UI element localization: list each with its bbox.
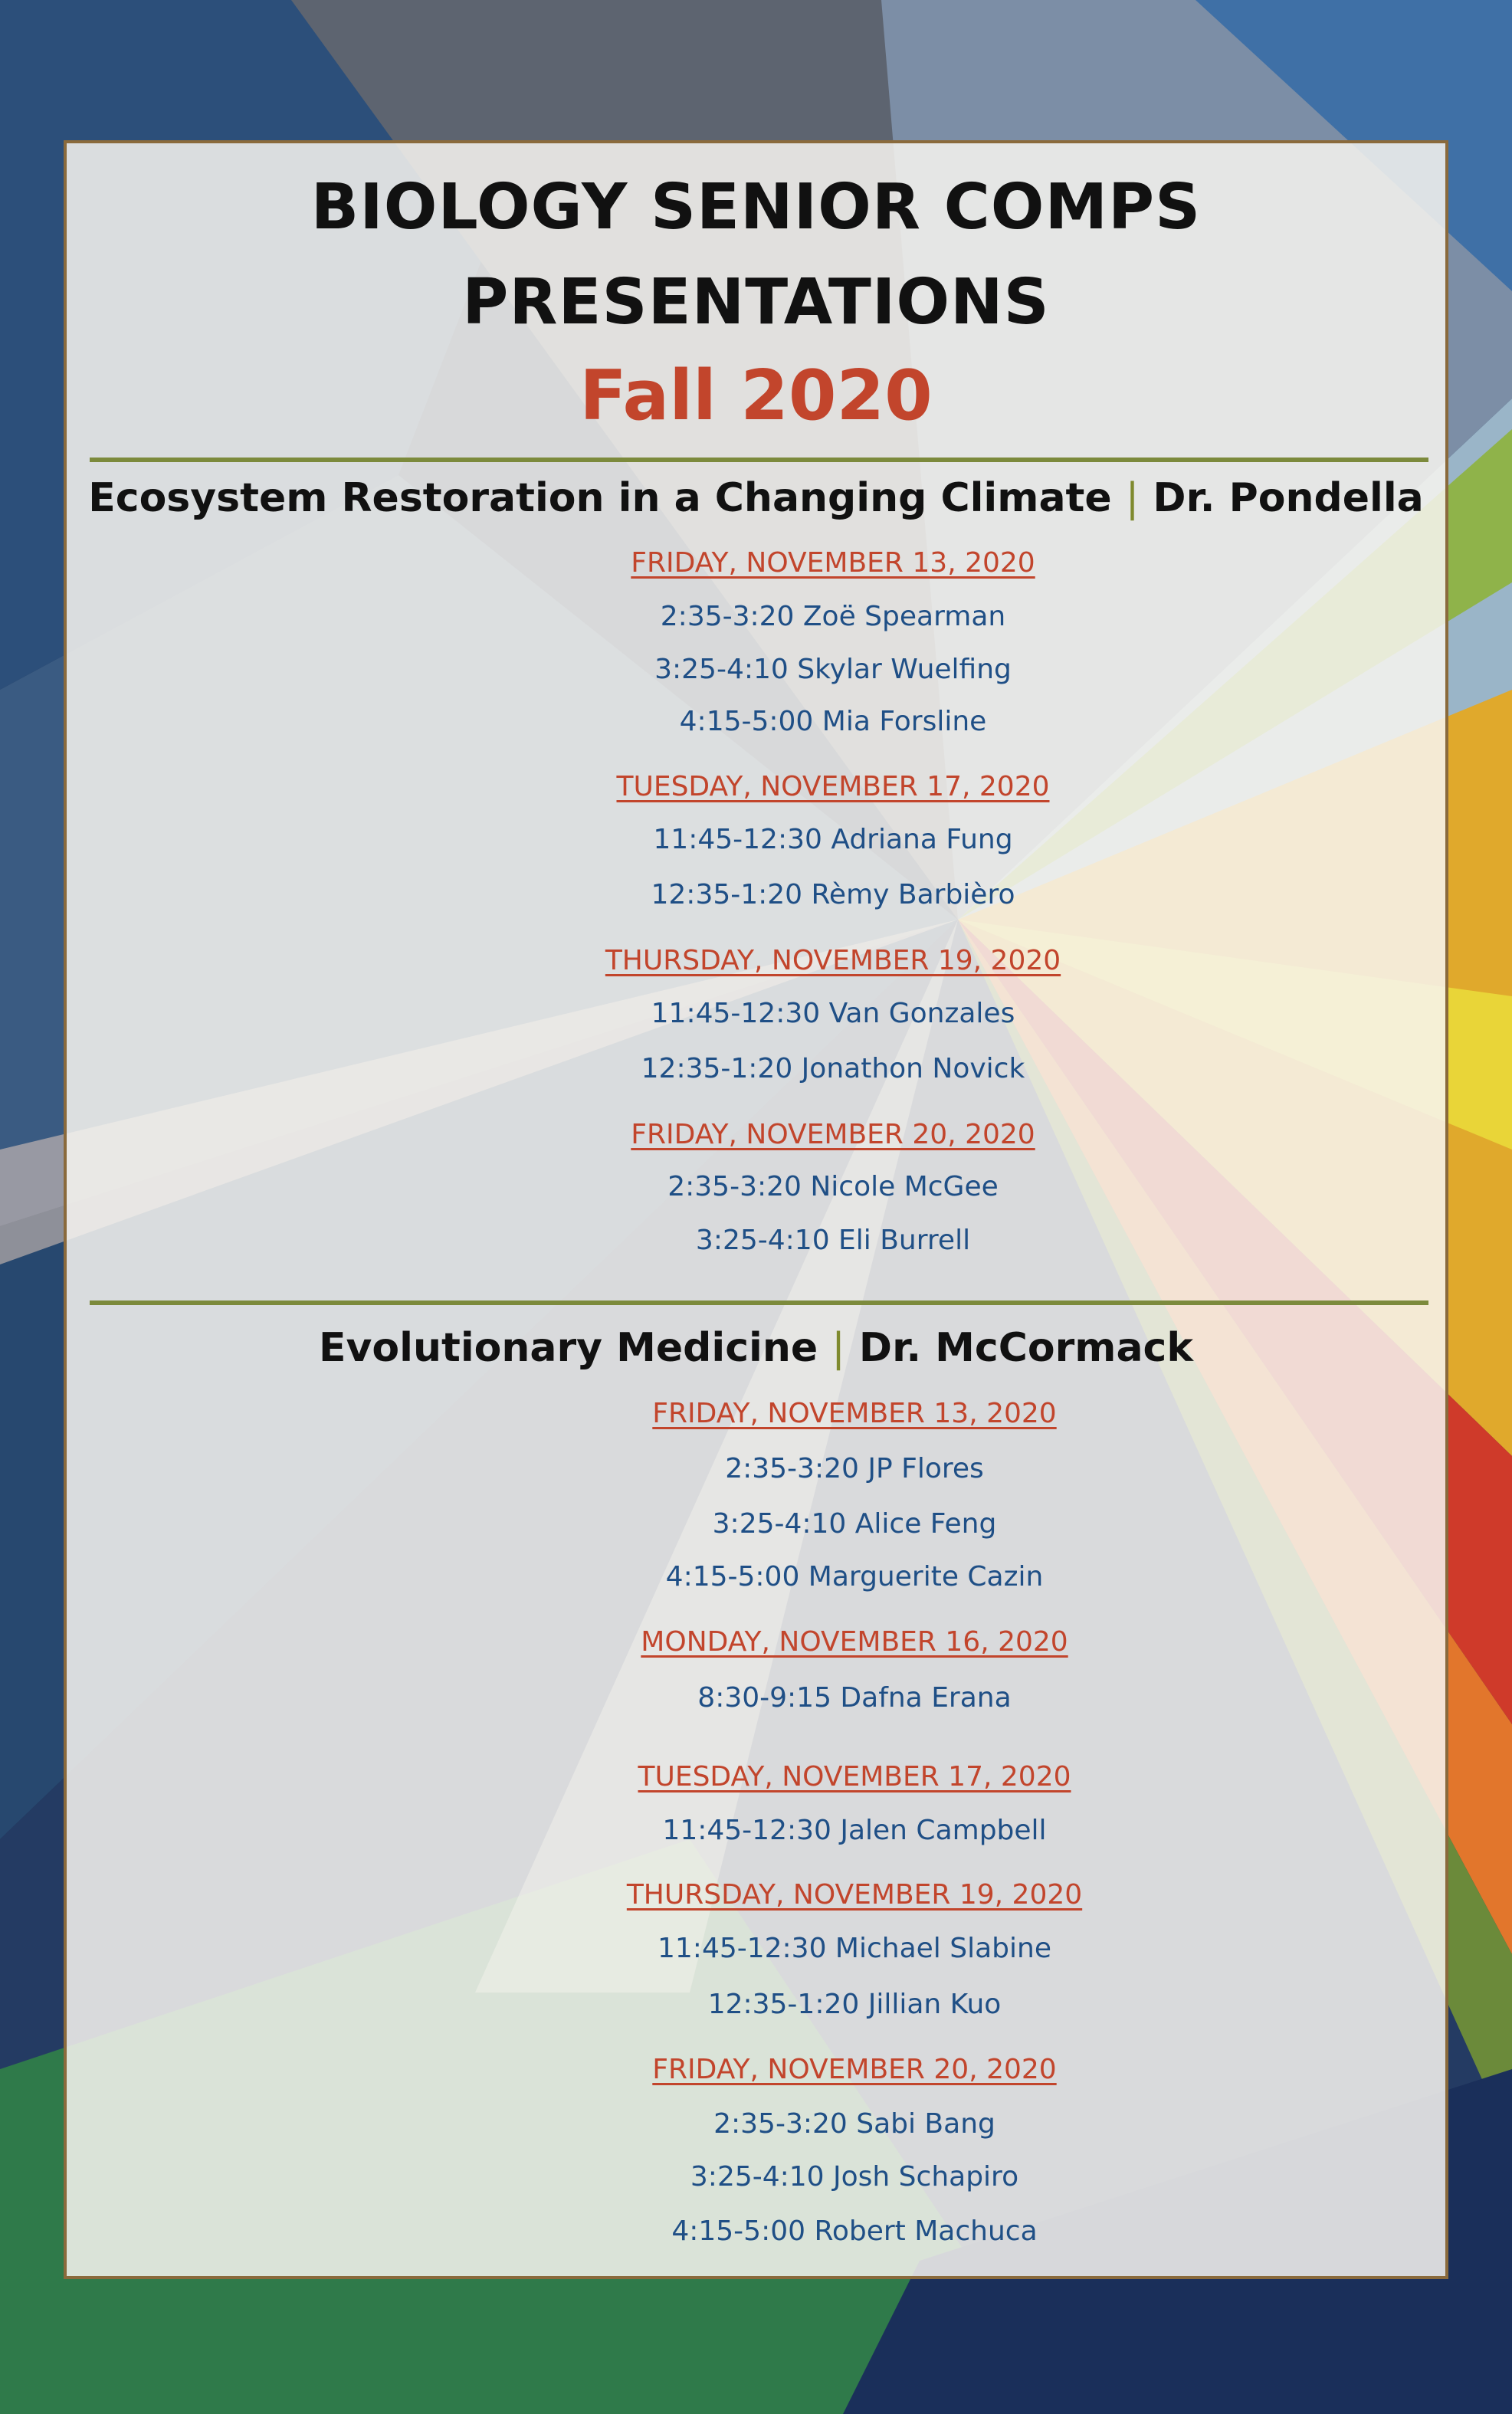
section-advisor: Dr. McCormack: [858, 1325, 1193, 1371]
day-heading: TUESDAY, NOVEMBER 17, 2020: [638, 1761, 1071, 1792]
section-separator: |: [1125, 475, 1140, 521]
day-heading: THURSDAY, NOVEMBER 19, 2020: [626, 1879, 1083, 1911]
presentation-slot: 3:25-4:10 Eli Burrell: [695, 1225, 971, 1256]
presentation-slot: 4:15-5:00 Robert Machuca: [671, 2216, 1038, 2247]
presentation-slot: 8:30-9:15 Dafna Erana: [697, 1682, 1012, 1714]
day-heading: THURSDAY, NOVEMBER 19, 2020: [605, 945, 1061, 976]
presentation-slot: 12:35-1:20 Rèmy Barbièro: [651, 879, 1015, 910]
presentation-slot: 3:25-4:10 Josh Schapiro: [690, 2161, 1019, 2193]
day-heading: FRIDAY, NOVEMBER 13, 2020: [652, 1398, 1057, 1429]
section-topic: Evolutionary Medicine: [319, 1325, 818, 1371]
presentation-slot: 4:15-5:00 Marguerite Cazin: [665, 1561, 1044, 1592]
section-title-ecosystem: [67, 469, 1445, 527]
presentation-slot: 12:35-1:20 Jonathon Novick: [641, 1053, 1025, 1084]
presentation-slot: 4:15-5:00 Mia Forsline: [679, 706, 987, 737]
schedule-panel: [64, 140, 1448, 2279]
presentation-slot: 2:35-3:20 Sabi Bang: [713, 2108, 995, 2140]
section-divider: [90, 458, 1428, 462]
presentation-slot: 11:45-12:30 Jalen Campbell: [662, 1815, 1047, 1846]
day-heading: FRIDAY, NOVEMBER 20, 2020: [631, 1119, 1035, 1150]
presentation-slot: 12:35-1:20 Jillian Kuo: [707, 1989, 1002, 2020]
section-advisor: Dr. Pondella: [1153, 475, 1424, 521]
presentation-slot: 2:35-3:20 Nicole McGee: [667, 1171, 999, 1202]
presentation-slot: 11:45-12:30 Van Gonzales: [651, 998, 1015, 1029]
term-label: Fall 2020: [579, 356, 933, 436]
presentation-slot: 2:35-3:20 Zoë Spearman: [660, 601, 1006, 632]
day-heading: MONDAY, NOVEMBER 16, 2020: [641, 1626, 1068, 1658]
presentation-slot: 3:25-4:10 Skylar Wuelfing: [654, 654, 1012, 685]
section-separator: |: [831, 1325, 845, 1371]
presentation-slot: 11:45-12:30 Adriana Fung: [653, 824, 1013, 855]
title-line-2: PRESENTATIONS: [462, 266, 1050, 339]
section-title-evolutionary: [67, 1319, 1445, 1377]
day-heading: FRIDAY, NOVEMBER 20, 2020: [652, 2054, 1057, 2085]
day-heading: TUESDAY, NOVEMBER 17, 2020: [616, 771, 1050, 802]
title-line-1: BIOLOGY SENIOR COMPS: [310, 171, 1202, 244]
presentation-slot: 2:35-3:20 JP Flores: [725, 1453, 984, 1484]
presentation-slot: 3:25-4:10 Alice Feng: [712, 1508, 997, 1540]
day-heading: FRIDAY, NOVEMBER 13, 2020: [631, 547, 1035, 579]
section-divider: [90, 1300, 1428, 1305]
presentation-slot: 11:45-12:30 Michael Slabine: [658, 1933, 1051, 1964]
section-topic: Ecosystem Restoration in a Changing Climate: [88, 475, 1112, 521]
